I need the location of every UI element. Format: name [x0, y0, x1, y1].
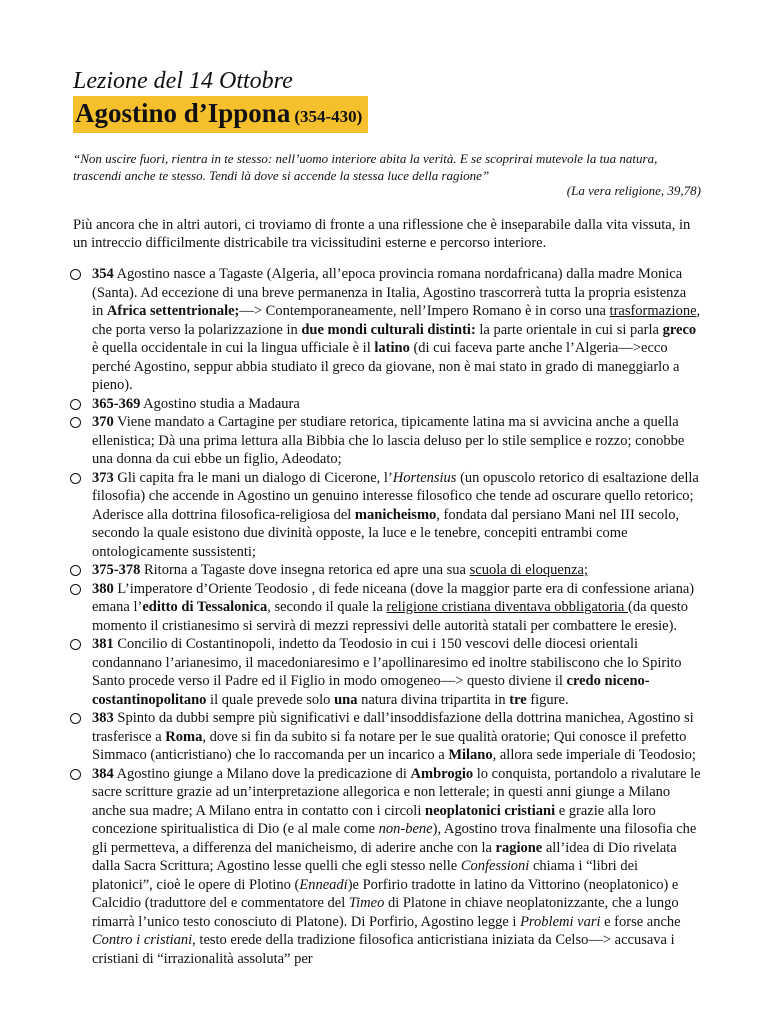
italic-text: Confessioni [460, 858, 530, 874]
italic-text: Hortensius [392, 469, 457, 486]
text-run: (da questo momento il cristianesimo si servirà di mezzi repressivi delle autorità statali per combattere le eresie). [92, 599, 688, 634]
text-run: e grazie alla loro concezione spiritualistica di Dio (e al male come [92, 802, 656, 837]
text-run: L’imperatore d’Oriente Teodosio , di fede niceana (dove la maggior parte era di confessione ariana) emana l’ [92, 580, 695, 615]
text-run: è quella occidentale in cui la lingua ufficiale è il [92, 340, 375, 356]
bold-text: Ambrogio [410, 765, 474, 782]
title-years: (354-430) [294, 107, 363, 126]
italic-text: Enneadi [299, 876, 348, 893]
text-run: figure. [526, 691, 569, 708]
lesson-date: Lezione del 14 Ottobre [73, 68, 293, 94]
bullet-circle-icon [70, 565, 81, 576]
text-run: Agostino studia a Madaura [143, 395, 300, 412]
italic-text: Problemi vari [520, 913, 601, 930]
bold-text: neoplatonici cristiani [425, 802, 556, 819]
quote-source: (La vera religione, 39,78) [566, 183, 701, 198]
text-run: , dove si fin da subito si fa notare per le sue qualità oratorie; Qui conosce il prefetto Simmaco (anticristiano) che lo raccomanda per un incarico a [92, 728, 687, 763]
text-run: , testo erede della tradizione filosofica anticristiana iniziata da Celso—> accusava i cristiani di “irrazionalità assoluta” per [92, 932, 675, 967]
list-item [73, 709, 701, 765]
text-run: il quale prevede solo [206, 691, 335, 708]
text-run: natura divina tripartita in [357, 691, 510, 708]
text-run: chiama i “libri dei platonici”, cioè le opere di Plotino ( [92, 858, 639, 893]
text-run: , fondata dal persiano Mani nel III secolo, secondo la quale esistono due divinità opposte, la luce e le tenebre, concepiti entrambi come ontologicamente sussistenti; [92, 506, 680, 560]
bullet-circle-icon [70, 473, 81, 484]
list-item [73, 561, 701, 580]
text-run: (di cui faceva parte anche l’Algeria—>ecco perché Agostino, seppur abbia studiato il greco da giovane, non è mai stato in grado di maneggiarlo a pieno). [92, 340, 680, 393]
event-year: 383 [92, 710, 114, 726]
italic-text: non-bene [378, 821, 433, 837]
text-run: la parte orientale in cui si parla [475, 321, 663, 338]
list-item [73, 395, 701, 414]
bold-text: una [334, 691, 358, 708]
text-run: Spinto da dubbi sempre più significativi e dall’insoddisfazione della dottrina manichea, Agostino si trasferisce a [92, 710, 694, 745]
event-year: 373 [92, 469, 114, 486]
underlined-text: religione cristiana diventava obbligatoria [386, 599, 628, 615]
event-year: 384 [92, 765, 114, 782]
bullet-circle-icon [70, 269, 81, 280]
bullet-circle-icon [70, 584, 81, 595]
bold-text: tre [509, 691, 527, 708]
event-year: 354 [92, 266, 114, 282]
list-item [73, 765, 701, 969]
text-run: Concilio di Costantinopoli, indetto da Teodosio in cui i 150 vescovi delle diocesi orientali condannano l’arianesimo, il macedoniaresimo e l’apollinaresimo ed inoltre stabiliscono che lo Spirito Santo procede verso il Padre ed il Figlio in modo omogeneo—> questo diviene il [92, 636, 682, 689]
text-run: Agostino giunge a Milano dove la predicazione di [116, 765, 411, 782]
opening-quote: “Non uscire fuori, rientra in te stesso: nell’uomo interiore abita la verità. E se scoprirai mutevole la tua natura, trascendi anche te stesso. Tendi là dove si accende la stessa luce della ragione” [73, 151, 658, 183]
bold-text: Roma [165, 728, 203, 745]
bold-text: Africa settentrionale; [106, 303, 240, 319]
bold-text: manicheismo [354, 506, 437, 523]
bullet-circle-icon [70, 713, 81, 724]
intro-paragraph: Più ancora che in altri autori, ci troviamo di fronte a una riflessione che è inseparabile dalla vita vissuta, in un intreccio difficilmente districabile tra vicissitudini esterne e percorso interiore. [73, 217, 691, 251]
bold-text: editto di Tessalonica [142, 599, 268, 615]
bold-text: greco [662, 321, 697, 338]
text-run: e forse anche [600, 913, 681, 930]
bold-text: due mondi culturali distinti: [301, 321, 476, 338]
list-item [73, 265, 701, 395]
list-item [73, 413, 701, 469]
bullet-circle-icon [70, 399, 81, 410]
text-run: , che porta verso la polarizzazione in [92, 303, 701, 338]
text-run: Viene mandato a Cartagine per studiare retorica, tipicamente latina ma si avvicina anche a quella ellenistica; Dà una prima lettura alla Bibbia che lo lascia deluso per lo stile semplice e rozzo; conobbe una donna da cui ebbe un figlio, Adeodato; [92, 414, 685, 467]
text-run: , allora sede imperiale di Teodosio; [492, 747, 696, 763]
event-year: 381 [92, 636, 114, 652]
bold-text: latino [374, 340, 410, 356]
text-run: ), Agostino trova finalmente una filosofia che gli permetteva, a differenza del manicheismo, di aderire anche con la [92, 821, 697, 856]
text-run: (un opuscolo retorico di esaltazione della filosofia) che accende in Agostino un genuino interesse filosofico che tende ad oscurare quello retorico; Aderisce alla dottrina filosofica-religiosa del [92, 469, 699, 523]
text-run: Agostino nasce a Tagaste (Algeria, all’epoca provincia romana nordafricana) dalla madre Monica (Santa). Ad eccezione di una breve permanenza in Italia, Agostino trascorrerà tutta la propria esistenza in [92, 266, 687, 319]
text-run: Ritorna a Tagaste dove insegna retorica ed apre una sua [143, 562, 470, 578]
list-item [73, 580, 701, 636]
bold-text: Milano [448, 747, 493, 763]
text-run: )e Porfirio tradotte in latino da Vittorino (neoplatonico) e Calcidio (traduttore del e commentatore del [92, 876, 679, 911]
text-run: all’idea di Dio rivelata dalla Sacra Scrittura; Agostino lesse quelli che egli stesso nelle [92, 839, 677, 874]
list-item [73, 469, 701, 562]
text-run: di Platone in chiave neoplatonizzante, che a lungo rimarrà l’unico testo conosciuto di Platone). Di Porfirio, Agostino legge i [92, 895, 679, 930]
timeline-list [73, 265, 701, 968]
italic-text: Contro i cristiani [92, 932, 193, 948]
event-year: 370 [92, 414, 114, 430]
text-run: —> Contemporaneamente, nell’Impero Romano è in corso una [239, 303, 610, 319]
bullet-circle-icon [70, 639, 81, 650]
title-highlight [73, 96, 368, 133]
event-year: 375-378 [92, 562, 141, 578]
page-title: Agostino d’Ippona [75, 98, 291, 128]
text-run: lo conquista, portandolo a rivalutare le sacre scritture grazie ad un’interpretazione allegorica e non letterale; in questi anni giunge a Milano anche sua madre; A Milano entra in contatto con i circoli [92, 765, 701, 819]
list-item [73, 635, 701, 709]
bold-text: ragione [495, 839, 543, 856]
bullet-circle-icon [70, 417, 81, 428]
italic-text: Timeo [348, 895, 385, 911]
event-year: 365-369 [92, 395, 141, 412]
underlined-text: scuola di eloquenza; [469, 562, 588, 578]
text-run: , secondo il quale la [267, 599, 387, 615]
event-year: 380 [92, 580, 114, 597]
text-run: Gli capita fra le mani un dialogo di Cicerone, l’ [117, 469, 393, 486]
bold-text: credo niceno-costantinopolitano [92, 673, 650, 708]
underlined-text: trasformazione [609, 303, 697, 319]
bullet-circle-icon [70, 769, 81, 780]
